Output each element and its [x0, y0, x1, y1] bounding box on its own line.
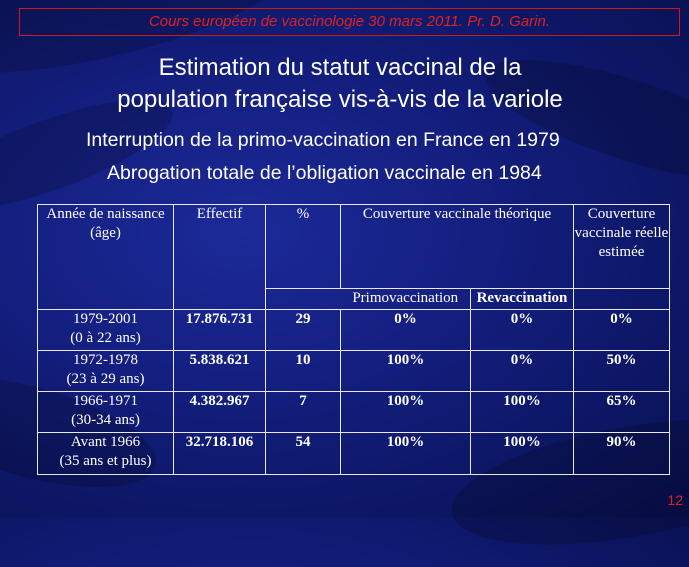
subtitle-interruption: Interruption de la primo-vaccination en France en 1979: [86, 129, 560, 151]
vaccination-status-table: [37, 204, 670, 475]
table-row: [38, 392, 670, 433]
cell-primo: 100%: [341, 392, 471, 433]
cell-revac: 0%: [471, 351, 574, 392]
cell-years: 1966-1971 (30-34 ans): [38, 392, 174, 433]
cell-effectif: 17.876.731: [174, 310, 266, 351]
subtitle-abrogation: Abrogation totale de l’obligation vaccinale en 1984: [107, 162, 542, 184]
cell-primo: 100%: [341, 433, 471, 475]
cell-effectif: 4.382.967: [174, 392, 266, 433]
cell-reelle: 0%: [574, 310, 670, 351]
cell-revac: 100%: [471, 433, 574, 475]
cell-years: 1972-1978 (23 à 29 ans): [38, 351, 174, 392]
cell-revac: 0%: [471, 310, 574, 351]
header-primovaccination: Primovaccination: [341, 289, 471, 310]
header-pct: %: [266, 205, 341, 289]
slide-title: [60, 52, 620, 116]
table-row: [38, 310, 670, 351]
table-row: [38, 433, 670, 475]
title-line-2: population française vis-à-vis de la variole: [117, 86, 563, 113]
header-reelle-blank: [574, 289, 670, 310]
cell-reelle: 50%: [574, 351, 670, 392]
title-line-1: Estimation du statut vaccinal de la: [158, 54, 522, 81]
cell-pct: 7: [266, 392, 341, 433]
cell-pct: 10: [266, 351, 341, 392]
header-couverture-reelle: Couverture vaccinale réelle estimée: [574, 205, 670, 289]
cell-effectif: 5.838.621: [174, 351, 266, 392]
cell-revac: 100%: [471, 392, 574, 433]
cell-pct: 29: [266, 310, 341, 351]
cell-effectif: 32.718.106: [174, 433, 266, 475]
cell-primo: 100%: [341, 351, 471, 392]
header-pct-blank: [266, 289, 341, 310]
header-annee: Année de naissance (âge): [38, 205, 174, 310]
header-couverture-theorique: Couverture vaccinale théorique: [341, 205, 574, 289]
cell-years: Avant 1966 (35 ans et plus): [38, 433, 174, 475]
cell-pct: 54: [266, 433, 341, 475]
course-header: Cours européen de vaccinologie 30 mars 2011. Pr. D. Garin.: [19, 8, 680, 36]
page-number: 12: [667, 492, 683, 508]
cell-years: 1979-2001 (0 à 22 ans): [38, 310, 174, 351]
cell-reelle: 65%: [574, 392, 670, 433]
cell-primo: 0%: [341, 310, 471, 351]
header-revaccination: Revaccination: [471, 289, 574, 310]
header-effectif: Effectif: [174, 205, 266, 310]
cell-reelle: 90%: [574, 433, 670, 475]
table-row: [38, 351, 670, 392]
